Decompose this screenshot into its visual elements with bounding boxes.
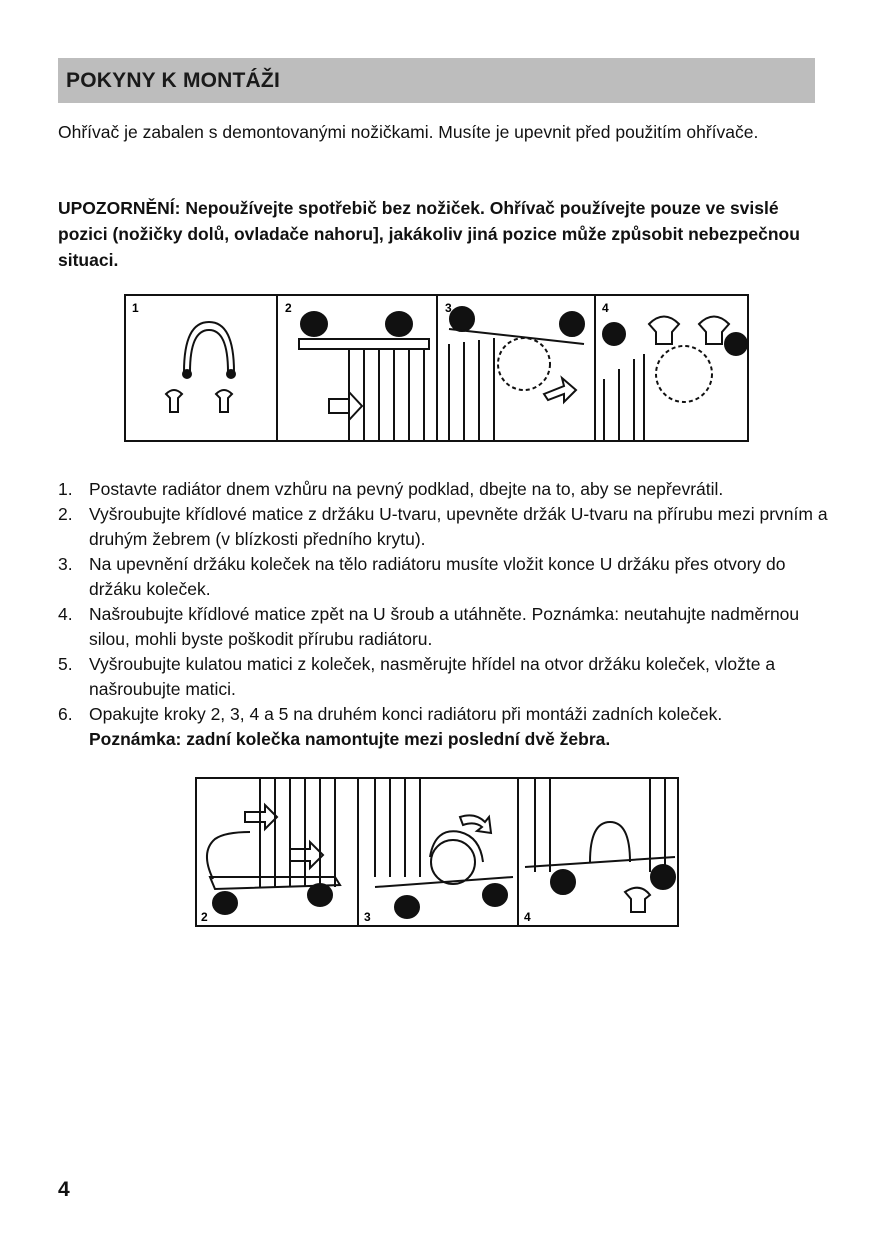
step-number: 2. <box>58 504 73 524</box>
step-number: 1. <box>58 479 73 499</box>
step-number: 6. <box>58 704 73 724</box>
step-text: Vyšroubujte kulatou matici z koleček, nasměrujte hřídel na otvor držáku koleček, vložte a našroubujte matici. <box>89 654 776 699</box>
warning-paragraph: UPOZORNĚNÍ: Nepoužívejte spotřebič bez nožiček. Ohřívač používejte pouze ve svislé pozici (nožičky dolů, ovladače nahoru], jakákoliv jiná pozice může způsobit nebezpečnou situaci. <box>58 198 800 270</box>
list-item <box>58 552 828 602</box>
intro-paragraph: Ohřívač je zabalen s demontovanými nožičkami. Musíte je upevnit před použitím ohřívače. <box>58 122 759 142</box>
panel-label: 1 <box>132 301 139 315</box>
step-note: Poznámka: zadní kolečka namontujte mezi poslední dvě žebra. <box>89 729 611 749</box>
list-item <box>58 702 828 752</box>
step-text: Postavte radiátor dnem vzhůru na pevný podklad, dbejte na to, aby se nepřevrátil. <box>89 479 724 499</box>
assembly-steps-list <box>58 477 828 752</box>
list-item <box>58 602 828 652</box>
panel-label: 4 <box>524 910 531 924</box>
list-item <box>58 502 828 552</box>
page-number: 4 <box>58 1178 70 1201</box>
panel-label: 2 <box>285 301 292 315</box>
step-number: 4. <box>58 604 73 624</box>
step-text: Opakujte kroky 2, 3, 4 a 5 na druhém konci radiátoru při montáži zadních koleček. <box>89 704 723 724</box>
step-text: Našroubujte křídlové matice zpět na U šroub a utáhněte. Poznámka: neutahujte nadměrnou silou, mohli byste poškodit přírubu radiátoru. <box>89 604 800 649</box>
section-title: POKYNY K MONTÁŽI <box>66 69 280 92</box>
step-number: 3. <box>58 554 73 574</box>
panel-label: 3 <box>445 301 452 315</box>
list-item <box>58 652 828 702</box>
step-text: Vyšroubujte křídlové matice z držáku U-tvaru, upevněte držák U-tvaru na přírubu mezi prvním a druhým žebrem (v blízkosti předního krytu). <box>89 504 828 549</box>
list-item <box>58 477 828 502</box>
step-number: 5. <box>58 654 73 674</box>
step-text: Na upevnění držáku koleček na tělo radiátoru musíte vložit konce U držáku přes otvory do držáku koleček. <box>89 554 786 599</box>
panel-label: 4 <box>602 301 609 315</box>
assembly-figure-top <box>124 294 749 442</box>
assembly-figure-bottom <box>195 777 679 927</box>
panel-label: 3 <box>364 910 371 924</box>
panel-label: 2 <box>201 910 208 924</box>
section-header <box>58 58 815 103</box>
